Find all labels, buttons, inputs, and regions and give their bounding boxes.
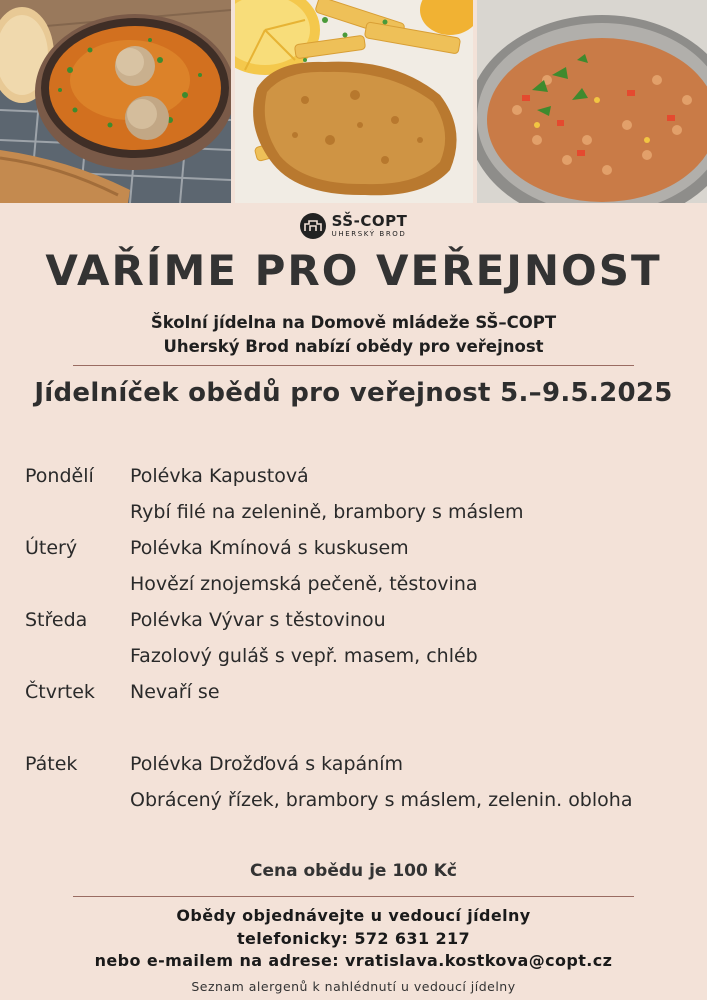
day-label: Čtvrtek	[25, 681, 95, 703]
menu-row-thursday	[25, 674, 705, 710]
allergens-note: Seznam alergenů k nahlédnutí u vedoucí jídelny	[191, 979, 516, 994]
divider	[73, 896, 634, 897]
menu-row-wednesday	[25, 602, 705, 638]
rice-photo	[477, 0, 707, 203]
main-dish-item: Hovězí znojemská pečeně, těstovina	[130, 573, 478, 595]
main-dish-item: Obrácený řízek, brambory s máslem, zelenin. obloha	[130, 789, 633, 811]
page-title: VAŘÍME PRO VEŘEJNOST	[45, 246, 662, 295]
soup-item: Polévka Kmínová s kuskusem	[130, 537, 409, 559]
soup-item: Nevaří se	[130, 681, 220, 703]
weekly-menu	[25, 458, 705, 818]
photo-strip	[0, 0, 707, 203]
menu-row-friday	[25, 746, 705, 782]
intro-text	[0, 311, 707, 359]
contact-email: nebo e-mailem na adrese: vratislava.kostkova@copt.cz	[94, 951, 613, 970]
lunch-price: Cena obědu je 100 Kč	[250, 861, 457, 881]
day-label: Pátek	[25, 753, 78, 775]
soup-item: Polévka Vývar s těstovinou	[130, 609, 386, 631]
intro-line-1: Školní jídelna na Domově mládeže SŠ–COPT	[150, 313, 557, 332]
day-label: Pondělí	[25, 465, 94, 487]
menu-heading: Jídelníček obědů pro veřejnost 5.–9.5.2025	[34, 378, 673, 408]
menu-row-tuesday-main	[25, 566, 705, 602]
day-label: Úterý	[25, 537, 78, 559]
school-logo	[0, 213, 707, 239]
logo-name: SŠ-COPT	[331, 212, 408, 230]
main-dish-item: Rybí filé na zelenině, brambory s máslem	[130, 501, 524, 523]
menu-row-monday	[25, 458, 705, 494]
intro-line-2: Uherský Brod nabízí obědy pro veřejnost	[163, 337, 544, 356]
main-dish-item: Fazolový guláš s vepř. masem, chléb	[130, 645, 478, 667]
menu-row-monday-main	[25, 494, 705, 530]
logo-subtitle: UHERSKÝ BROD	[331, 230, 407, 238]
menu-row-tuesday	[25, 530, 705, 566]
soup-item: Polévka Kapustová	[130, 465, 309, 487]
divider	[73, 365, 634, 366]
contact-phone: telefonicky: 572 631 217	[236, 928, 471, 948]
menu-row-wednesday-main	[25, 638, 705, 674]
day-label: Středa	[25, 609, 88, 631]
order-contact	[0, 905, 707, 973]
contact-line-1: Obědy objednávejte u vedoucí jídelny	[176, 906, 531, 925]
menu-row-friday-main	[25, 782, 705, 818]
soup-photo	[0, 0, 231, 203]
soup-item: Polévka Drožďová s kapáním	[130, 753, 403, 775]
logo-emblem-icon	[300, 213, 326, 239]
schnitzel-photo	[235, 0, 473, 203]
